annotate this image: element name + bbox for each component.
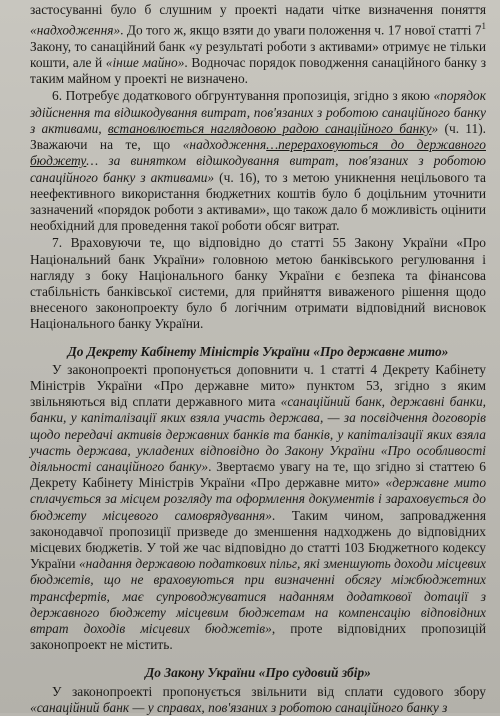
quoted-text: «порядок здійснення та відшкодування витрат, пов'язаних з роботою санаційного банку з активами, xyxy=(30,88,486,136)
text-run: 6. Потребує додаткового обгрунтування пропозиція, згідно з якою xyxy=(52,88,434,104)
text-run: . До того ж, якщо взяти до уваги положення ч. 17 нової статті 7 xyxy=(120,22,482,38)
text-run: (ч. 11). Зважаючи на те, що xyxy=(30,120,486,153)
text-run: 7. Враховуючи те, що відповідно до статті 55 Закону України «Про Національний банк України» головною метою банківського регулювання і нагляду з боку Національного банку України є безпека та фінансова стабільність банківської системи, для прийняття виваженого рішення щодо внесеного законопроекту було б логічним отримати відповідний висновок Національного банку України. xyxy=(30,235,486,332)
paragraph-state-duty xyxy=(30,362,486,654)
quoted-text: «надходження xyxy=(182,137,267,153)
emphasized-underlined-text: встановлюється наглядовою радою санаційного банку xyxy=(107,120,432,136)
quoted-text: … за винятком відшкодування витрат, пов'язаних з роботою санаційного банку з активами» xyxy=(30,153,486,185)
quoted-text: «санаційний банк — у справах, пов'язаних з роботою санаційного банку з xyxy=(30,699,448,715)
text-run: . Звертаємо увагу на те, що згідно зі статтею 6 Декрету Кабінету Міністрів України «Про державне мито» xyxy=(30,458,486,491)
paragraph-continuation xyxy=(30,2,486,87)
paragraph-item-6 xyxy=(30,88,486,234)
text-run: Закону, то санаційний банк «у результаті роботи з активами» отримує не тільки кошти, але й xyxy=(30,38,486,71)
text-run: (ч. 16), то з метою уникнення нецільового та неефективного використання бюджетних коштів було б доцільним уточнити зазначений «порядок роботи з активами», що також дало б можливість оцінити необхідний для проведення такої роботи обсяг витрат. xyxy=(30,169,486,234)
section-heading-state-duty: До Декрету Кабінету Міністрів України «Про державне мито» xyxy=(67,343,449,359)
text-run: У законопроекті пропонується звільнити від сплати судового збору xyxy=(52,683,486,699)
text-run: , проте відповідних пропозицій законопроект не містить. xyxy=(30,620,486,653)
paragraph-item-7 xyxy=(30,235,486,332)
quoted-text: «санаційний банк, державні банки, банки, у капіталізації яких взяла участь держава, — за посвідчення договорів щодо передачі активів державних банків та банків, у капіталізації яких взяла участь держава, укладених відповідно до Закону України «Про особливості діяльності санаційного банку» xyxy=(30,394,486,474)
quoted-text: » xyxy=(431,120,439,136)
quoted-text: «інше майно» xyxy=(105,55,185,71)
text-run: 1 xyxy=(481,21,486,32)
text-run: застосуванні було б слушним у проекті надати чітке визначення поняття xyxy=(30,2,486,17)
section-heading-court-fee: До Закону України «Про судовий збір» xyxy=(145,665,371,681)
quoted-text: «надання державою податкових пільг, які зменшують доходи місцевих бюджетів, що не враховуються при визначенні обсягу міжбюджетних трансфертів, має супроводжуватися наданням додаткової дотації з державного бюджету місцевим бюджетам на компенсацію відповідних втрат доходів місцевих бюджетів» xyxy=(30,556,487,636)
emphasized-underlined-text: …перераховуються до державного бюджету xyxy=(30,137,486,169)
paragraph-court-fee xyxy=(30,684,486,716)
text-run: У законопроекті пропонується доповнити ч. 1 статті 4 Декрету Кабінету Міністрів України «Про державне мито» пунктом 53, згідно з яким звільняються від сплати державного мита xyxy=(30,361,486,410)
text-run: . Водночас порядок поводження санаційного банку з таким майном у проекті не визначено. xyxy=(30,55,486,87)
quoted-text: «державне мито сплачується за місцем розгляду та оформлення документів і зараховується до бюджету місцевого самоврядування» xyxy=(30,475,487,523)
text-run: . Таким чином, запровадження законодавчої пропозиції призведе до зменшення надходжень до відповідних місцевих бюджетів. У той же час відповідно до статті 103 Бюджетного кодексу України xyxy=(30,507,486,572)
quoted-text: «надходження» xyxy=(30,22,121,38)
